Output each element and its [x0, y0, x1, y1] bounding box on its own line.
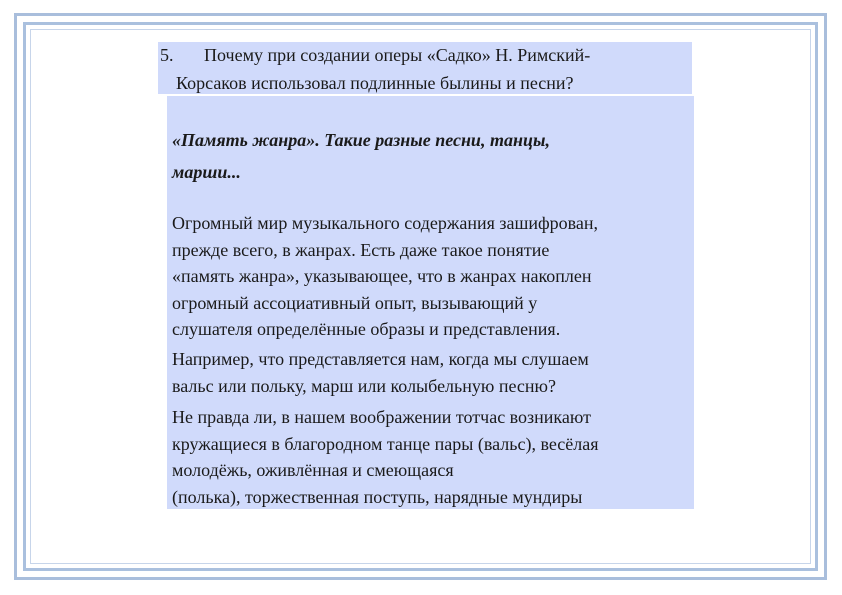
- question-number: 5.: [160, 45, 174, 65]
- section-heading-line-2: марши...: [172, 162, 241, 182]
- paragraph-line: (полька), торжественная поступь, нарядные мундиры: [172, 486, 583, 507]
- question-text-line-2: Корсаков использовал подлинные былины и песни?: [176, 73, 574, 93]
- paragraph-line: прежде всего, в жанрах. Есть даже такое понятие: [172, 239, 550, 260]
- paragraph-line: молодёжь, оживлённая и смеющаяся: [172, 460, 454, 480]
- paragraph-line: слушателя определённые образы и представления.: [172, 319, 561, 339]
- paragraph-imagination: [172, 404, 599, 510]
- question-text-line-1: Почему при создании оперы «Садко» Н. Римский-: [204, 45, 591, 65]
- paragraph-line: Огромный мир музыкального содержания зашифрован,: [172, 213, 599, 233]
- question-block: [158, 42, 692, 94]
- content-block: [167, 96, 694, 509]
- paragraph-line: огромный ассоциативный опыт, вызывающий у: [172, 292, 538, 313]
- section-heading: [172, 124, 672, 188]
- paragraph-line: вальс или польку, марш или колыбельную песню?: [172, 375, 556, 396]
- section-heading-line-1: «Память жанра». Такие разные песни, танцы,: [172, 130, 550, 150]
- paragraph-line: Например, что представляется нам, когда мы слушаем: [172, 349, 589, 369]
- paragraph-genre-memory: [172, 210, 598, 343]
- paragraph-question: [172, 346, 589, 399]
- paragraph-line: кружащиеся в благородном танце пары (вальс), весёлая: [172, 433, 599, 454]
- paragraph-line: «память жанра», указывающее, что в жанрах накоплен: [172, 266, 592, 286]
- paragraph-line: Не правда ли, в нашем воображении тотчас возникают: [172, 407, 591, 427]
